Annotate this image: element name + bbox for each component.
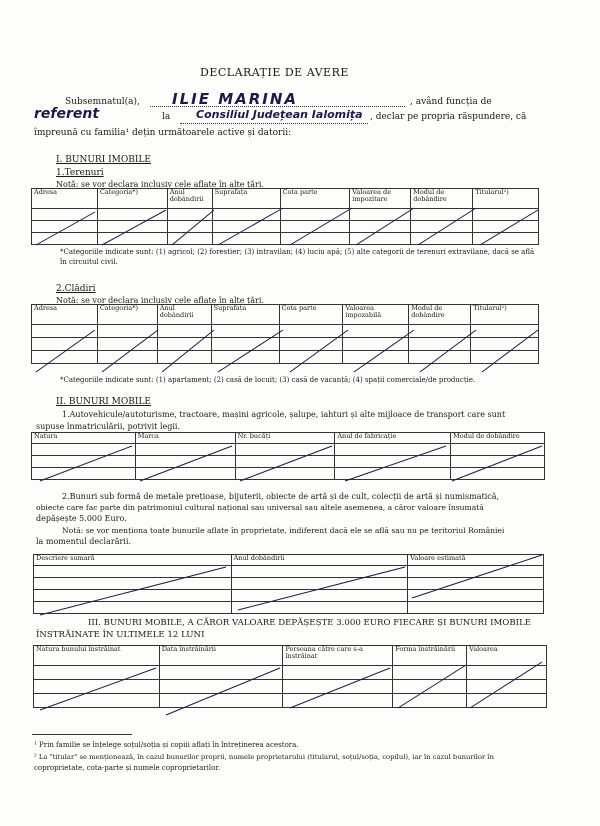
metale-header-valoare: Valoare estimată	[408, 555, 544, 566]
section2-title: II. BUNURI MOBILE	[56, 397, 151, 407]
terenuri-note: Notă: se vor declara inclusiv cele aflate în alte țări.	[56, 180, 264, 189]
cladiri-header-titularul: Titularul²)	[471, 305, 539, 325]
cladiri-header-modul: Modul de dobândire	[409, 305, 471, 325]
cladiri-note: Notă: se vor declara inclusiv cele aflate în alte țări.	[56, 296, 264, 305]
name-handwritten: ILIE MARINA	[172, 90, 299, 108]
function-handwritten: referent	[34, 106, 100, 122]
metale-header-descriere: Descriere sumară	[34, 555, 232, 566]
metale-text-2: obiecte care fac parte din patrimoniul cultural național sau universal sau altele asemenea, a căror valoare însumată	[36, 503, 484, 512]
metale-note-1: Notă: se vor menționa toate bunurile aflate în proprietate, indiferent dacă ele se află sau nu pe teritoriul României	[62, 526, 505, 535]
footnote-1: ¹ Prin familie se înțelege soțul/soția și copiii aflați în întreținerea acestora.	[34, 741, 299, 749]
terenuri-header-anul: Anul dobândirii	[167, 189, 212, 209]
instrainate-header-valoarea: Valoarea	[467, 646, 547, 666]
vehicule-header-modul: Modul de dobândire	[451, 433, 545, 444]
section3-title-1: III. BUNURI MOBILE, A CĂROR VALOARE DEPĂȘEȘTE 3.000 EURO FIECARE ȘI BUNURI IMOBILE	[88, 618, 532, 628]
vehicule-text-2: supuse înmatriculării, potrivit legii.	[36, 422, 181, 431]
section1-title: I. BUNURI IMOBILE	[56, 155, 151, 165]
page-title: DECLARAȚIE DE AVERE	[200, 66, 349, 79]
cladiri-header-anul: Anul dobândirii	[157, 305, 211, 325]
terenuri-title: 1.Terenuri	[56, 168, 104, 178]
metale-text-3: depășește 5.000 Euro.	[36, 514, 127, 523]
metale-text-1: 2.Bunuri sub formă de metale prețioase, bijuterii, obiecte de artă și de cult, colecții de artă și numismatică,	[62, 492, 500, 501]
intro-declare: , declar pe propria răspundere, că	[370, 112, 527, 122]
footnote-separator	[32, 734, 132, 735]
intro-function-suffix: , având funcția de	[410, 97, 492, 107]
section3-title-2: ÎNSTRĂINATE ÎN ULTIMELE 12 LUNI	[36, 630, 205, 640]
name-underline	[150, 106, 405, 107]
terenuri-header-modul: Modul de dobândire	[411, 189, 473, 209]
metale-header-anul: Anul dobândirii	[231, 555, 408, 566]
terenuri-header-adresa: Adresa	[32, 189, 98, 209]
instrainate-header-data: Data înstrăinării	[159, 646, 283, 666]
vehicule-header-bucati: Nr. bucăți	[235, 433, 335, 444]
terenuri-footnote: *Categoriile indicate sunt: (1) agricol; (2) forestier; (3) intravilan; (4) luciu apă; (5) alte categorii de terenuri extravilane, dacă se află în circuitul civil.	[60, 248, 535, 266]
intro-la: la	[162, 112, 171, 122]
cladiri-header-suprafata: Suprafața	[211, 305, 279, 325]
metale-note-2: la momentul declarării.	[36, 537, 131, 546]
vehicule-header-anul: Anul de fabricație	[335, 433, 451, 444]
vehicule-header-marca: Marca	[135, 433, 235, 444]
cladiri-header-categoria: Categoria*)	[97, 305, 157, 325]
cladiri-footnote: *Categoriile indicate sunt: (1) apartament; (2) casă de locuit; (3) casă de vacanță; (4) spații comerciale/de producție.	[60, 376, 476, 384]
terenuri-table	[31, 188, 539, 245]
footnote-2-line1: ² La "titular" se menționează, în cazul bunurilor proprii, numele proprietarului (titularul, soțul/soția, copilul), iar în cazul bunurilor în	[34, 753, 494, 761]
intro-prefix: Subsemnatul(a),	[65, 97, 140, 107]
cladiri-table	[31, 304, 539, 364]
terenuri-header-categoria: Categoria*)	[97, 189, 167, 209]
instrainate-header-natura: Natura bunului înstrăinat	[34, 646, 160, 666]
terenuri-header-suprafata: Suprafața	[212, 189, 280, 209]
cladiri-title: 2.Clădiri	[56, 284, 96, 294]
instrainate-header-forma: Forma înstrăinării	[393, 646, 467, 666]
instrainate-table	[33, 645, 547, 708]
institution-underline	[180, 123, 368, 124]
institution-handwritten: Consiliul Județean Ialomița	[196, 108, 363, 121]
vehicule-header-natura: Natura	[32, 433, 136, 444]
terenuri-header-valoarea: Valoarea de impozitare	[350, 189, 411, 209]
cladiri-header-cota: Cota parte	[279, 305, 343, 325]
footnote-2-line2: coproprietate, cota-parte și numele coproprietarilor.	[34, 764, 221, 772]
intro-family: împreună cu familia¹ dețin următoarele active și datorii:	[34, 128, 292, 138]
cladiri-header-adresa: Adresa	[32, 305, 98, 325]
terenuri-header-titularul: Titularul²)	[473, 189, 539, 209]
instrainate-header-persoana: Persoana către care s-a înstrăinat	[283, 646, 393, 666]
terenuri-header-cota: Cota parte	[280, 189, 350, 209]
metale-table	[33, 554, 544, 614]
vehicule-table	[31, 432, 545, 480]
vehicule-text-1: 1.Autovehicule/autoturisme, tractoare, mașini agricole, șalupe, iahturi și alte mijloace de transport care sunt	[62, 410, 506, 419]
cladiri-header-valoarea: Valoarea impozabilă	[343, 305, 409, 325]
